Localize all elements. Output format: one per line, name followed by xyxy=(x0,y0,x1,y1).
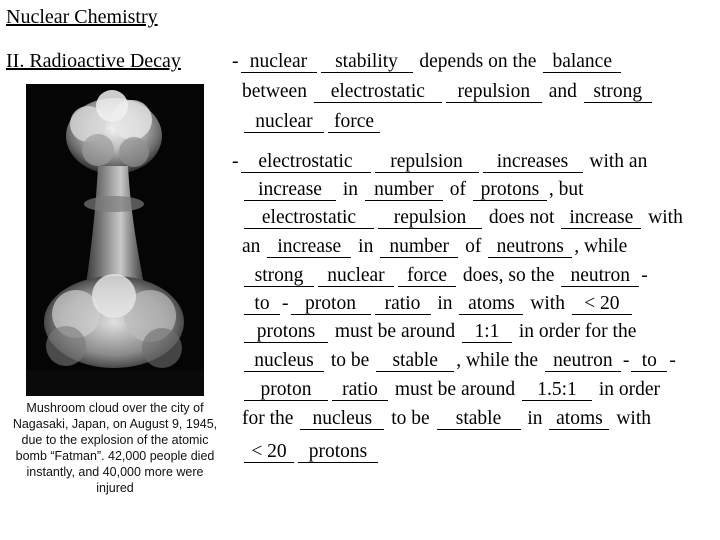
text-segment: depends on the xyxy=(414,51,542,72)
mushroom-cloud-illustration xyxy=(26,84,204,396)
answer-text: 1.5:1 xyxy=(537,379,577,400)
answer-text: stable xyxy=(455,408,502,429)
answer-text: increases xyxy=(496,151,569,172)
notes-line-10 xyxy=(242,320,636,344)
answer-text: increase xyxy=(277,236,342,257)
blank-increase xyxy=(267,237,351,258)
answer-text: < 20 xyxy=(251,441,287,462)
blank-atoms xyxy=(549,409,609,430)
notes-line-1 xyxy=(232,50,623,74)
notes-line-14 xyxy=(242,440,380,464)
blank-increase xyxy=(244,180,336,201)
notes-line-9 xyxy=(242,292,634,316)
blank-ratio xyxy=(332,380,388,401)
text-segment: in xyxy=(432,293,458,314)
text-segment: - xyxy=(669,350,676,371)
answer-text: ratio xyxy=(342,379,378,400)
blank-proton xyxy=(291,294,371,315)
answer-text: to xyxy=(254,293,270,314)
answer-text: protons xyxy=(256,321,316,342)
notes-line-6 xyxy=(242,206,683,230)
answer-text: strong xyxy=(593,81,643,102)
text-segment: with an xyxy=(584,151,648,172)
answer-text: atoms xyxy=(556,408,603,429)
notes-line-7 xyxy=(242,235,627,259)
blank-repulsion xyxy=(378,208,482,229)
notes-line-2 xyxy=(242,80,654,104)
text-segment: must be around xyxy=(330,321,460,342)
blank-electrostatic xyxy=(314,82,442,103)
answer-text: repulsion xyxy=(457,81,531,102)
blank-neutrons xyxy=(488,237,572,258)
text-segment: of xyxy=(460,236,487,257)
answer-text: stability xyxy=(335,51,398,72)
blank-neutron xyxy=(545,351,621,372)
answer-text: neutron xyxy=(570,265,631,286)
notes-line-12 xyxy=(242,378,660,402)
blank-increases xyxy=(483,152,583,173)
answer-text: increase xyxy=(569,207,634,228)
notes-line-13 xyxy=(242,407,651,431)
answer-text: 1:1 xyxy=(474,321,500,342)
blank-nuclear xyxy=(318,266,394,287)
blank-less-than-20 xyxy=(572,294,632,315)
blank-ratio-1-1 xyxy=(462,322,512,343)
text-segment: - xyxy=(282,293,289,314)
answer-text: proton xyxy=(260,379,312,400)
text-segment: an xyxy=(242,236,266,257)
answer-text: nuclear xyxy=(327,265,385,286)
answer-text: electrostatic xyxy=(330,81,425,102)
answer-text: nuclear xyxy=(249,51,308,72)
blank-repulsion xyxy=(446,82,542,103)
blank-stability xyxy=(321,52,413,73)
text-segment: in xyxy=(522,408,548,429)
blank-less-than-20 xyxy=(244,442,294,463)
answer-text: force xyxy=(406,265,448,286)
text-segment: - xyxy=(641,265,648,286)
answer-text: protons xyxy=(480,179,540,200)
answer-text: neutrons xyxy=(496,236,564,257)
blank-strong xyxy=(244,266,314,287)
text-segment: with xyxy=(611,408,651,429)
blank-nuclear xyxy=(244,112,324,133)
blank-number xyxy=(380,237,458,258)
text-segment: must be around xyxy=(390,379,520,400)
blank-protons xyxy=(244,322,328,343)
answer-text: nucleus xyxy=(254,350,314,371)
blank-ratio-1-5-1 xyxy=(522,380,592,401)
answer-text: stable xyxy=(392,350,438,371)
text-segment: between xyxy=(242,81,312,102)
answer-text: number xyxy=(389,236,449,257)
answer-text: proton xyxy=(305,293,356,314)
text-segment: - xyxy=(622,350,630,371)
page-title: Nuclear Chemistry xyxy=(6,6,158,28)
text-segment: , while xyxy=(574,236,628,257)
blank-strong xyxy=(584,82,652,103)
text-segment: of xyxy=(444,179,471,200)
text-segment: for the xyxy=(242,408,299,429)
blank-protons xyxy=(298,442,378,463)
text-segment: to be xyxy=(386,408,435,429)
answer-text: force xyxy=(333,111,375,132)
blank-nuclear xyxy=(241,52,317,73)
answer-text: repulsion xyxy=(393,207,467,228)
blank-protons xyxy=(473,180,547,201)
answer-text: repulsion xyxy=(390,151,463,172)
text-segment: does not xyxy=(484,207,560,228)
blank-force xyxy=(328,112,380,133)
blank-balance xyxy=(543,52,621,73)
answer-text: atoms xyxy=(468,293,515,314)
blank-increase xyxy=(561,208,641,229)
photo-caption: Mushroom cloud over the city of Nagasaki, Japan, on August 9, 1945, due to the explosion of the atomic bomb “Fatman”. 42,000 people died instantly, and 40,000 more were injured xyxy=(12,401,218,495)
text-segment: with xyxy=(525,293,570,314)
blank-force xyxy=(398,266,456,287)
answer-text: electrostatic xyxy=(261,207,357,228)
text-segment: does, so the xyxy=(458,265,560,286)
blank-nucleus xyxy=(300,409,384,430)
text-segment: in xyxy=(353,236,379,257)
blank-number xyxy=(365,180,443,201)
answer-text: ratio xyxy=(384,293,421,314)
text-segment: in order for the xyxy=(513,321,637,342)
answer-text: strong xyxy=(254,265,304,286)
blank-ratio xyxy=(375,294,431,315)
answer-text: < 20 xyxy=(584,293,620,314)
blank-nucleus xyxy=(244,351,324,372)
text-segment: , while the xyxy=(456,350,543,371)
blank-stable xyxy=(376,351,454,372)
blank-electrostatic xyxy=(241,152,371,173)
notes-line-4 xyxy=(232,150,647,174)
answer-text: protons xyxy=(308,441,368,462)
blank-repulsion xyxy=(375,152,479,173)
notes-line-11 xyxy=(242,349,676,373)
text-segment: with xyxy=(643,207,683,228)
text-segment: and xyxy=(543,81,582,102)
blank-to xyxy=(244,294,280,315)
blank-to xyxy=(631,351,667,372)
dash-bullet: - xyxy=(232,51,239,72)
blank-neutron xyxy=(561,266,639,287)
notes-line-5 xyxy=(242,178,584,202)
answer-text: electrostatic xyxy=(258,151,353,172)
answer-text: nuclear xyxy=(255,111,313,132)
mushroom-cloud-photo xyxy=(26,84,204,396)
answer-text: increase xyxy=(258,179,322,200)
section-heading: II. Radioactive Decay xyxy=(6,50,181,72)
text-segment: , but xyxy=(548,179,584,200)
dash-bullet: - xyxy=(232,151,239,172)
answer-text: nucleus xyxy=(312,408,373,429)
text-segment: in order xyxy=(593,379,661,400)
notes-line-8 xyxy=(242,264,648,288)
answer-text: balance xyxy=(552,51,612,72)
answer-text: to xyxy=(641,350,657,371)
blank-proton xyxy=(244,380,328,401)
notes-line-3 xyxy=(242,110,382,134)
blank-electrostatic xyxy=(244,208,374,229)
text-segment: to be xyxy=(326,350,375,371)
blank-stable xyxy=(437,409,521,430)
answer-text: number xyxy=(374,179,434,200)
answer-text: neutron xyxy=(553,350,613,371)
text-segment: in xyxy=(338,179,363,200)
blank-atoms xyxy=(459,294,523,315)
